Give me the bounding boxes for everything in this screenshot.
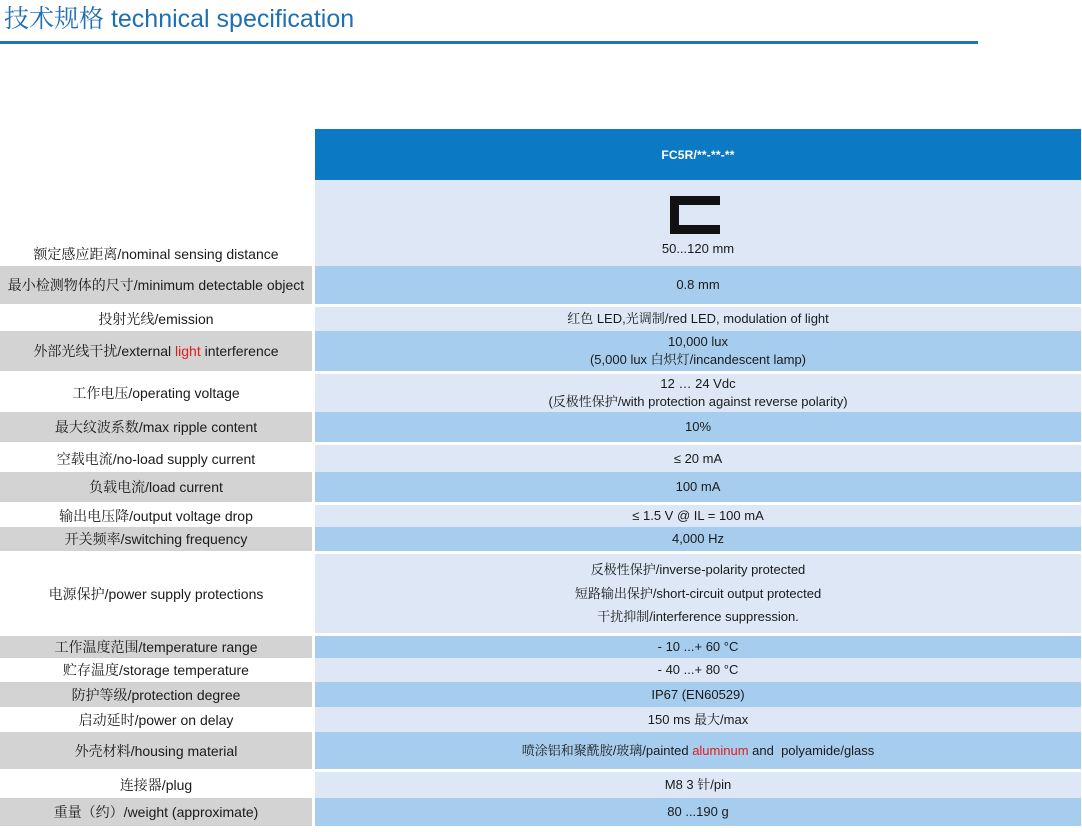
spec-row-power-on-delay	[0, 707, 1081, 732]
spec-row-power-supply-protections	[0, 554, 1081, 633]
spec-row-load-current	[0, 472, 1081, 502]
row-value: 10%	[315, 412, 1081, 442]
row-value: 50...120 mm	[315, 240, 1081, 266]
row-label: 工作温度范围/temperature range	[0, 636, 312, 658]
spec-row-minimum-detectable-object	[0, 266, 1081, 304]
row-label: 负载电流/load current	[0, 472, 312, 502]
light-sensor-symbol-icon	[670, 196, 720, 234]
row-value: IP67 (EN60529)	[315, 682, 1081, 707]
row-label: 开关频率/switching frequency	[0, 527, 312, 551]
row-label: 工作电压/operating voltage	[0, 374, 312, 412]
row-label: 电源保护/power supply protections	[0, 554, 312, 633]
row-value: - 40 ...+ 80 °C	[315, 658, 1081, 682]
spec-row-operating-voltage	[0, 374, 1081, 412]
row-label: 最大纹波系数/max ripple content	[0, 412, 312, 442]
highlight-word: light	[175, 343, 201, 359]
spec-row-nominal-sensing-distance	[0, 242, 1081, 266]
spec-row-switching-frequency	[0, 527, 1081, 551]
row-value: 150 ms 最大/max	[315, 707, 1081, 732]
row-value: 喷涂铝和聚酰胺/玻璃/painted aluminum and polyamide/glass	[315, 732, 1081, 769]
spec-row-temperature-range	[0, 636, 1081, 658]
model-column-header	[315, 129, 1081, 180]
row-value: 4,000 Hz	[315, 527, 1081, 551]
spec-row-protection-degree	[0, 682, 1081, 707]
row-label: 外壳材料/housing material	[0, 732, 312, 769]
row-label: 空载电流/no-load supply current	[0, 445, 312, 472]
row-label: 重量（约）/weight (approximate)	[0, 798, 312, 826]
title-divider	[0, 41, 978, 44]
spec-row-external-light-interference	[0, 331, 1081, 371]
row-label: 投射光线/emission	[0, 307, 312, 331]
spec-row-housing-material	[0, 732, 1081, 769]
highlight-word: aluminum	[692, 742, 749, 758]
row-label: 防护等级/protection degree	[0, 682, 312, 707]
spec-row-no-load-supply-current	[0, 445, 1081, 472]
spec-row-emission	[0, 307, 1081, 331]
spec-row-storage-temperature	[0, 658, 1081, 682]
row-value: ≤ 1.5 V @ IL = 100 mA	[315, 505, 1081, 527]
sensor-symbol-cell	[315, 180, 1081, 242]
row-value: 100 mA	[315, 472, 1081, 502]
row-value: ≤ 20 mA	[315, 445, 1081, 472]
row-label: 外部光线干扰/external light interference	[0, 331, 312, 371]
row-label: 额定感应距离/nominal sensing distance	[0, 242, 312, 266]
spec-row-output-voltage-drop	[0, 505, 1081, 527]
row-label: 贮存温度/storage temperature	[0, 658, 312, 682]
row-value: 80 ...190 g	[315, 798, 1081, 826]
row-value: - 10 ...+ 60 °C	[315, 636, 1081, 658]
row-label: 连接器/plug	[0, 772, 312, 798]
row-value: 红色 LED,光调制/red LED, modulation of light	[315, 307, 1081, 331]
row-label: 最小检测物体的尺寸/minimum detectable object	[0, 266, 312, 304]
row-value: M8 3 针/pin	[315, 772, 1081, 798]
page-title: 技术规格 technical specification	[4, 5, 355, 33]
row-value: 0.8 mm	[315, 266, 1081, 304]
row-label: 输出电压降/output voltage drop	[0, 505, 312, 527]
model-code: FC5R/**-**-**	[661, 147, 735, 162]
spec-row-max-ripple-content	[0, 412, 1081, 442]
row-value: 10,000 lux (5,000 lux 白炽灯/incandescent lamp)	[315, 331, 1081, 371]
row-value: 12 … 24 Vdc (反极性保护/with protection against reverse polarity)	[315, 374, 1081, 412]
row-label: 启动延时/power on delay	[0, 707, 312, 732]
spec-row-weight	[0, 798, 1081, 826]
spec-row-plug	[0, 772, 1081, 798]
row-value: 反极性保护/inverse-polarity protected 短路输出保护/short-circuit output protected 干扰抑制/interference suppression.	[315, 554, 1081, 633]
